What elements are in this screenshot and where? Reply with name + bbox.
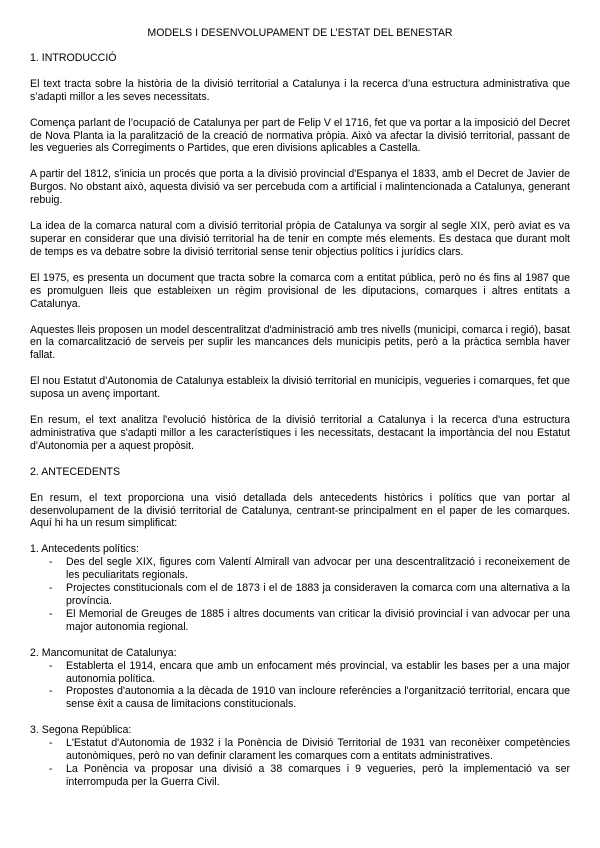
- intro-paragraph: El nou Estatut d'Autonomia de Catalunya estableix la divisió territorial en municipis, vegueries i comarques, fet que suposa un avenç important.: [30, 375, 570, 401]
- intro-paragraph: Aquestes lleis proposen un model descentralitzat d'administració amb tres nivells (municipi, comarca i regió), basat en la comarcalització de serveis per suplir les mancances dels municipis petits, però a la pràctica sembla haver fallat.: [30, 323, 570, 362]
- list-item: - Propostes d'autonomia a la dècada de 1910 van incloure referències a l'organització territorial, encara que sense èxit a causa de limitacions constitucionals.: [30, 685, 570, 711]
- antecedents-intro-paragraph: En resum, el text proporciona una visió detallada dels antecedents històrics i polítics que van portar al desenvolupament de la divisió territorial de Catalunya, centrant-se principalment en el paper de les comarques. Aquí hi ha un resum simplificat:: [30, 491, 570, 530]
- intro-paragraph: Comença parlant de l’ocupació de Catalunya per part de Felip V el 1716, fet que va portar a la imposició del Decret de Nova Planta ia la paralització de la creació de normativa pròpia. Això va afectar la divisió territorial, passant de les vegueries als Corregiments o Partides, que eren divisions aplicables a Castella.: [30, 116, 571, 155]
- list-item: - L'Estatut d'Autonomia de 1932 i la Ponència de Divisió Territorial de 1931 van reconèixer competències autonòmiques, però no van definir clarament les comarques com a entitats administratives.: [30, 737, 570, 763]
- group-title: 3. Segona República:: [30, 724, 132, 737]
- list-item: - Des del segle XIX, figures com Valentí Almirall van advocar per una descentralització i reconeixement de les peculiaritats regionals.: [30, 556, 570, 582]
- list-item: - La Ponència va proposar una divisió a 38 comarques i 9 vegueries, però la implementació va ser interrompuda per la Guerra Civil.: [30, 763, 570, 789]
- intro-paragraph: El text tracta sobre la història de la divisió territorial a Catalunya i la recerca d’una estructura administrativa que s’adapti millor a les seves necessitats.: [30, 77, 570, 103]
- section-heading-antecedents: 2. ANTECEDENTS: [30, 465, 121, 478]
- antecedents-group-mancomunitat: [30, 647, 570, 712]
- dash-list: [30, 556, 570, 633]
- antecedents-group-politics: [30, 543, 570, 633]
- group-title: 2. Mancomunitat de Catalunya:: [30, 646, 177, 659]
- intro-paragraph: El 1975, es presenta un document que tracta sobre la comarca com a entitat pública, però no és fins al 1987 que es promulguen lleis que estableixen un règim provisional de les diputacions, comarques i altres entitats a Catalunya.: [30, 271, 570, 310]
- list-item: - Establerta el 1914, encara que amb un enfocament més provincial, va establir les bases per a una major autonomia política.: [30, 660, 570, 686]
- section-heading-introduccio: 1. INTRODUCCIÓ: [30, 51, 117, 64]
- dash-list: [30, 737, 570, 789]
- list-item: - Projectes constitucionals com el de 1873 i el de 1883 ja consideraven la comarca com una alternativa a la província.: [30, 582, 570, 608]
- document-title: MODELS I DESENVOLUPAMENT DE L’ESTAT DEL BENESTAR: [147, 27, 453, 39]
- group-title: 1. Antecedents polítics:: [30, 543, 139, 556]
- intro-paragraph: A partir del 1812, s'inicia un procés que porta a la divisió provincial d'Espanya el 1833, amb el Decret de Javier de Burgos. No obstant això, aquesta divisió va ser percebuda com a artificial i malintencionada a Catalunya, generant rebuig.: [30, 168, 570, 207]
- dash-list: [30, 660, 570, 712]
- intro-paragraph: En resum, el text analitza l'evolució històrica de la divisió territorial a Catalunya i la recerca d'una estructura administrativa que s'adapti millor a les característiques i les necessitats, destacant la importància del nou Estatut d'Autonomia per a aquest propòsit.: [30, 414, 570, 452]
- list-item: - El Memorial de Greuges de 1885 i altres documents van criticar la divisió provincial i van advocar per una major autonomia regional.: [30, 608, 570, 634]
- antecedents-group-segona-republica: [30, 724, 570, 789]
- intro-paragraph: La idea de la comarca natural com a divisió territorial pròpia de Catalunya va sorgir al segle XIX, però aviat es va superar en considerar que una divisió territorial ha de tenir en compte més elements. Es destaca que durant molt de temps es va debatre sobre la divisió territorial sense tenir objectius polítics i jurídics clars.: [30, 220, 570, 258]
